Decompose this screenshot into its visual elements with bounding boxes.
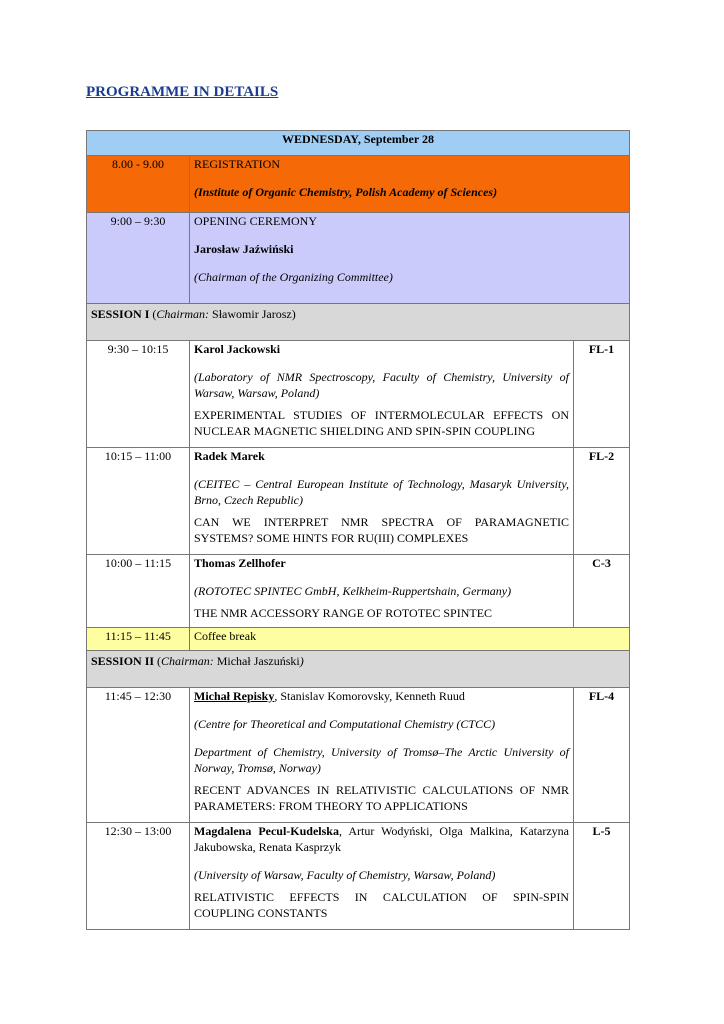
opening-row [87, 213, 630, 304]
session-2-name: SESSION II [91, 654, 155, 668]
day-header-row [87, 131, 630, 156]
talk-coauthors: Stanislav Komorovsky, Kenneth Ruud [277, 689, 465, 703]
session-1-chair-label: Chairman: [156, 307, 210, 321]
opening-time: 9:00 – 9:30 [87, 213, 190, 304]
session-1-chair-name: Sławomir Jarosz) [209, 307, 296, 321]
session-2-chair-suffix: ) [299, 654, 304, 668]
talk-row [87, 448, 630, 555]
opening-content [190, 213, 630, 304]
talk-time: 12:30 – 13:00 [87, 823, 190, 930]
talk-title: RECENT ADVANCES IN RELATIVISTIC CALCULATIONS OF NMR PARAMETERS: FROM THEORY TO APPLICATIONS [194, 783, 569, 813]
talk-title: RELATIVISTIC EFFECTS IN CALCULATION OF SPIN-SPIN COUPLING CONSTANTS [194, 890, 569, 920]
talk-time: 11:45 – 12:30 [87, 688, 190, 823]
talk-row [87, 555, 630, 628]
registration-time: 8.00 - 9.00 [87, 156, 190, 213]
talk-speaker: Michał Repisky [194, 689, 275, 703]
talk-speaker: Magdalena Pecul-Kudelska [194, 824, 339, 838]
talk-row [87, 688, 630, 823]
session-1-header [87, 304, 630, 341]
talk-content [190, 555, 574, 628]
session-2-chair-name: Michał Jaszuński [213, 654, 300, 668]
talk-affiliation-secondary: Department of Chemistry, University of Tromsø–The Arctic University of Norway, Tromsø, Norway) [194, 745, 569, 775]
talk-title: EXPERIMENTAL STUDIES OF INTERMOLECULAR EFFECTS ON NUCLEAR MAGNETIC SHIELDING AND SPIN-SPIN COUPLING [194, 408, 569, 438]
session-1-name: SESSION I [91, 307, 150, 321]
session-2-header [87, 651, 630, 688]
session-2-chair-prefix: ( [157, 654, 162, 668]
talk-speaker: Karol Jackowski [194, 342, 281, 356]
talk-coauthors: , Artur Wodyński, Olga Malkina, Katarzyna Jakubowska, Renata Kasprzyk [194, 824, 569, 854]
opening-person: Jarosław Jaźwiński [194, 242, 294, 256]
programme-table [86, 130, 630, 930]
talk-speaker-separator: , [274, 689, 278, 703]
page-title: PROGRAMME IN DETAILS [86, 84, 279, 100]
talk-code: C-3 [574, 555, 630, 628]
opening-label: OPENING CEREMONY [194, 214, 317, 228]
talk-code: L-5 [574, 823, 630, 930]
registration-row [87, 156, 630, 213]
coffee-time: 11:15 – 11:45 [87, 628, 190, 651]
talk-time: 10:15 – 11:00 [87, 448, 190, 555]
talk-content [190, 688, 574, 823]
session-2-row [87, 651, 630, 688]
talk-code: FL-1 [574, 341, 630, 448]
talk-time: 9:30 – 10:15 [87, 341, 190, 448]
session-2-chair-label: Chairman: [161, 654, 214, 668]
talk-affiliation: (University of Warsaw, Faculty of Chemistry, Warsaw, Poland) [194, 868, 496, 882]
talk-content [190, 341, 574, 448]
talk-affiliation: (Laboratory of NMR Spectroscopy, Faculty of Chemistry, University of Warsaw, Warsaw, Poland) [194, 370, 569, 400]
talk-code: FL-2 [574, 448, 630, 555]
coffee-break-row [87, 628, 630, 651]
registration-content [190, 156, 630, 213]
talk-title: THE NMR ACCESSORY RANGE OF ROTOTEC SPINTEC [194, 606, 493, 620]
talk-affiliation: (ROTOTEC SPINTEC GmbH, Kelkheim-Ruppertshain, Germany) [194, 584, 512, 598]
talk-content [190, 448, 574, 555]
opening-role: (Chairman of the Organizing Committee) [194, 270, 393, 284]
registration-place: (Institute of Organic Chemistry, Polish Academy of Sciences) [194, 185, 498, 199]
talk-row [87, 341, 630, 448]
talk-time: 10:00 – 11:15 [87, 555, 190, 628]
talk-row [87, 823, 630, 930]
talk-authors [194, 688, 569, 704]
session-1-chair-prefix: ( [152, 307, 157, 321]
talk-speaker: Radek Marek [194, 449, 265, 463]
talk-authors [194, 823, 569, 855]
registration-label: REGISTRATION [194, 157, 280, 171]
talk-affiliation: (CEITEC – Central European Institute of Technology, Masaryk University, Brno, Czech Republic) [194, 477, 569, 507]
coffee-label: Coffee break [190, 628, 630, 651]
talk-code: FL-4 [574, 688, 630, 823]
talk-affiliation: (Centre for Theoretical and Computational Chemistry (CTCC) [194, 717, 496, 731]
talk-content [190, 823, 574, 930]
day-header: WEDNESDAY, September 28 [87, 131, 630, 156]
session-1-row [87, 304, 630, 341]
talk-title: CAN WE INTERPRET NMR SPECTRA OF PARAMAGNETIC SYSTEMS? SOME HINTS FOR RU(III) COMPLEXES [194, 515, 569, 545]
talk-speaker: Thomas Zellhofer [194, 556, 286, 570]
